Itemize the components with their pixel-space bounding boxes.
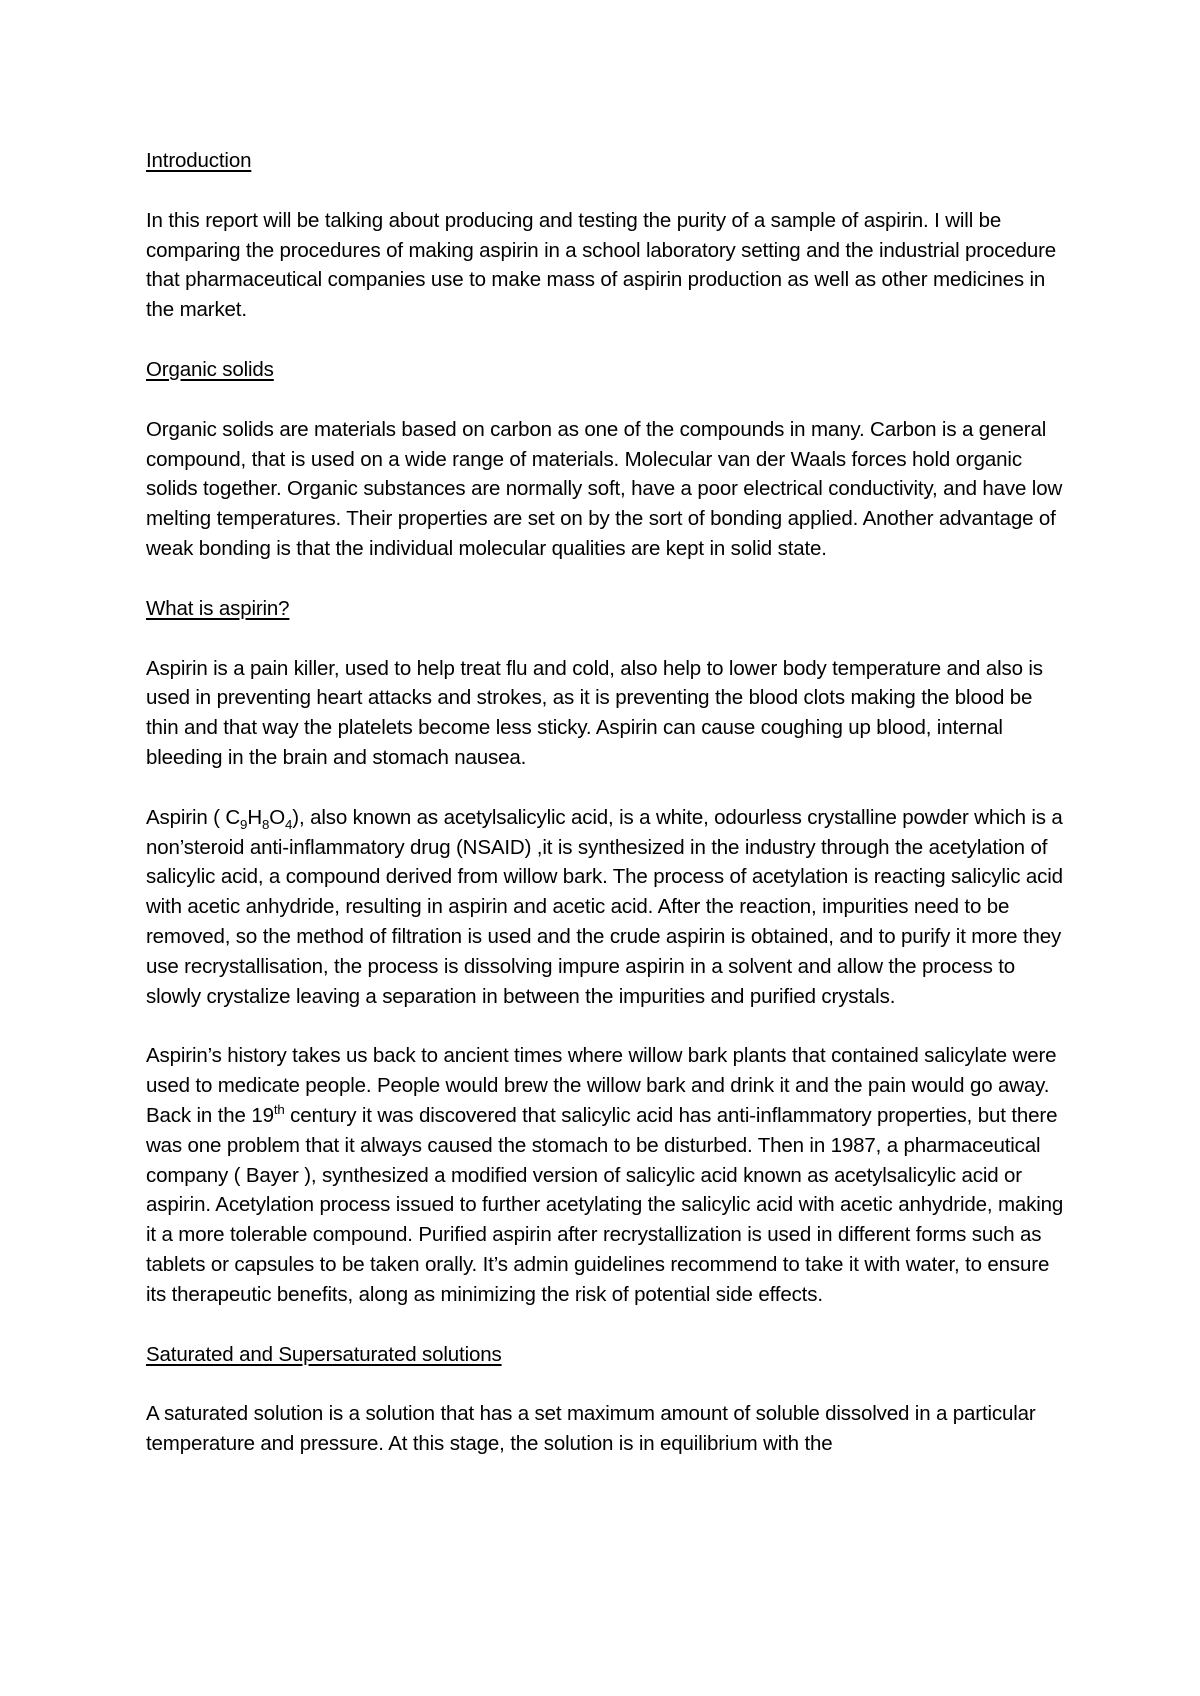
heading-saturated-solutions: Saturated and Supersaturated solutions (146, 1342, 502, 1366)
aspirin-chemistry-text-rest: ), also known as acetylsalicylic acid, is a white, odourless crystalline powder which is a non’steroid anti-inflammatory drug (NSAID) ,it is synthesized in the industry through the acetylation of salicylic acid, a compound derived from willow bark. The process of acetylation is reacting salicylic acid with acetic anhydride, resulting in aspirin and acetic acid. After the reaction, impurities need to be removed, so the method of filtration is used and the crude aspirin is obtained, and to purify it more they use recrystallisation, the process is dissolving impure aspirin in a solvent and allow the process to slowly crystalize leaving a separation in between the impurities and purified crystals. (146, 805, 1063, 1008)
paragraph-organic-solids: Organic solids are materials based on carbon as one of the compounds in many. Carbon is a general compound, that is used on a wide range of materials. Molecular van der Waals forces hold organic solids together. Organic substances are normally soft, have a poor electrical conductivity, and have low melting temperatures. Their properties are set on by the sort of bonding applied. Another advantage of weak bonding is that the individual molecular qualities are kept in solid state. (146, 417, 1063, 560)
paragraph-aspirin-history (146, 1041, 1066, 1309)
document-body (146, 146, 1066, 1489)
heading-introduction: Introduction (146, 149, 252, 172)
aspirin-history-text-start: Aspirin’s history takes us back to ancient times where willow bark plants that contained salicylate were used to medicate people. People would brew the willow bark and drink it and the pain would go away. Back in the 19 (146, 1044, 1057, 1127)
paragraph-saturated-solutions: A saturated solution is a solution that has a set maximum amount of soluble dissolved in a particular temperature and pressure. At this stage, the solution is in equilibrium with the (146, 1402, 1036, 1456)
heading-what-is-aspirin: What is aspirin? (146, 596, 290, 620)
formula-oxygen-subscript: 4 (285, 816, 293, 832)
paragraph-aspirin-uses: Aspirin is a pain killer, used to help treat flu and cold, also help to lower body temperature and also is used in preventing heart attacks and strokes, as it is preventing the blood clots making the blood be thin and that way the platelets become less sticky. Aspirin can cause coughing up blood, internal bleeding in the brain and stomach nausea. (146, 656, 1043, 769)
formula-oxygen: O (269, 805, 286, 829)
paragraph-introduction: In this report will be talking about producing and testing the purity of a sample of aspirin. I will be comparing the procedures of making aspirin in a school laboratory setting and the industrial procedure that pharmaceutical companies use to make mass of aspirin production as well as other medicines in the market. (146, 208, 1057, 322)
heading-organic-solids: Organic solids (146, 357, 274, 381)
formula-hydrogen: H (247, 805, 262, 829)
formula-hydrogen-subscript: 8 (261, 816, 270, 832)
aspirin-history-text-rest: century it was discovered that salicylic acid has anti-inflammatory properties, but there was one problem that it always caused the stomach to be disturbed. Then in 1987, a pharmaceutical company ( Bayer ), synthesized a modified version of salicylic acid known as acetylsalicylic acid or aspirin. Acetylation process issued to further acetylating the salicylic acid with acetic anhydride, making it a more tolerable compound. Purified aspirin after recrystallization is used in different forms such as tablets or capsules to be taken orally. It’s admin guidelines recommend to take it with water, to ensure its therapeutic benefits, along as minimizing the risk of potential side effects. (146, 1103, 1064, 1306)
paragraph-aspirin-chemistry (146, 803, 1066, 1012)
ordinal-superscript: th (273, 1102, 285, 1118)
aspirin-chemistry-text-start: Aspirin ( C (146, 805, 241, 829)
formula-carbon-subscript: 9 (240, 816, 248, 832)
